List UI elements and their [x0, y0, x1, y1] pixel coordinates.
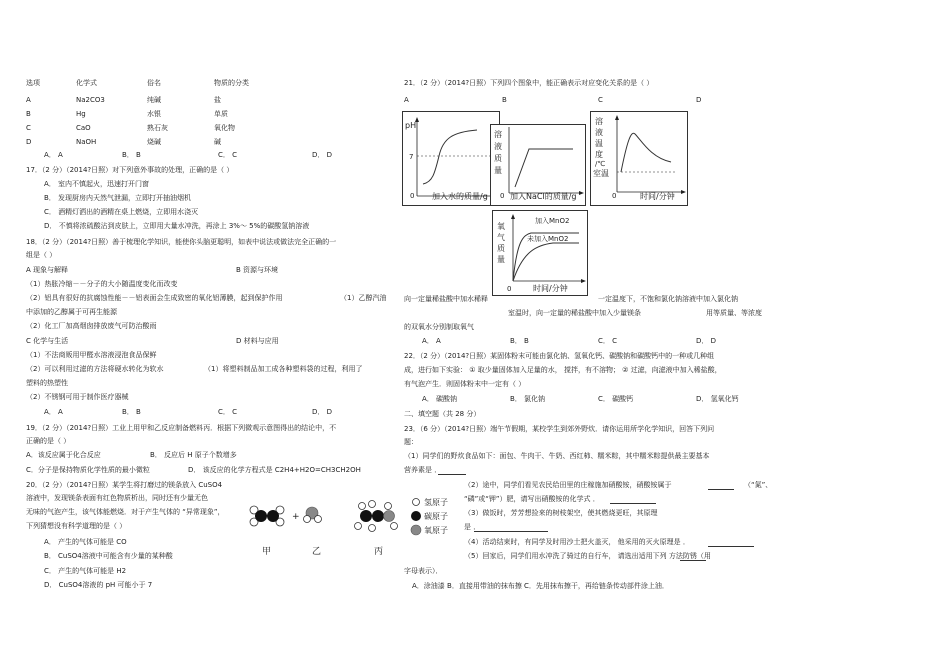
q21-label-b: B: [502, 96, 507, 104]
q23-line2: 题：: [404, 438, 418, 446]
table-row-c-class: 氧化物: [214, 124, 235, 132]
q18-option-b[interactable]: B． B: [122, 408, 141, 416]
q20-line1: 20．（2 分）（2014?日照）某学生将打磨过的镁条放入 CuSO4: [26, 481, 223, 489]
q18-c-heading: C 化学与生活: [26, 337, 69, 345]
label-jia: 甲: [262, 547, 272, 557]
q23-line9: （4）活动结束时，有同学及时用沙土把火盖灭， 他采用的灭火原理是 ．: [464, 538, 690, 546]
graph-c-ylabel-1: 溶: [595, 117, 603, 126]
table-row-b-name: 水银: [147, 110, 161, 118]
label-yi: 乙: [312, 547, 322, 557]
q20-option-d[interactable]: D． CuSO4溶液的 pH 可能小于 7: [44, 581, 153, 589]
graph-a-tick-7: 7: [409, 153, 414, 161]
graph-d-label-no-mno2: 未加入MnO2: [527, 235, 569, 243]
graph-b-curve: [515, 149, 573, 187]
q21-label-a: A: [404, 96, 409, 104]
graph-a-origin: 0: [410, 192, 415, 200]
q23-line7: （3）做饭时，芳芳想捡来的树枝架空，使其燃烧更旺，其原理: [464, 509, 658, 517]
section-heading: 二、填空题（共 28 分）: [404, 410, 481, 418]
q18-c1: （1）不法商贩用甲醛水溶液浸泡食品保鲜: [26, 351, 157, 359]
graph-a-curve: [423, 130, 477, 184]
q23-blank-1[interactable]: [438, 474, 466, 475]
graph-b-ylabel-3: 质: [494, 154, 502, 163]
q23-line5-part1: （2）途中，同学们看见农民给田里的庄稼施加硝酸铵，硝酸铵属于: [464, 481, 672, 489]
label-bing: 丙: [374, 547, 384, 557]
table-row-c-formula: CaO: [76, 124, 91, 132]
q18-b-heading: B 资源与环境: [236, 266, 279, 274]
graph-c-ylabel-4: 度: [595, 150, 603, 159]
q22-line3: 有气泡产生．则固体粉末中一定有（ ）: [404, 380, 526, 388]
q20-option-a[interactable]: A． 产生的气体可能是 CO: [44, 538, 127, 546]
graph-d-ylabel-2: 气: [497, 233, 505, 242]
graph-c-ylabel-2: 液: [595, 128, 603, 137]
q23-line6: “磷”或“钾”）肥，请写出硝酸铵的化学式 ．: [464, 495, 600, 503]
q23-blank-5[interactable]: [708, 546, 754, 547]
graph-d-xlabel: 时间/分钟: [533, 284, 568, 293]
q19-option-d[interactable]: D． 该反应的化学方程式是 C2H4+H2O=CH3CH2OH: [188, 466, 361, 474]
q18-option-a[interactable]: A． A: [44, 408, 63, 416]
molecule-legend: [411, 497, 448, 535]
q17-stem: 17．（2 分）（2014?日照）对下列意外事故的处理，正确的是（ ）: [26, 166, 234, 174]
graph-b-ylabel-1: 溶: [494, 130, 502, 139]
legend-carbon: 碳原子: [424, 512, 448, 521]
q23-line8: 是 ．: [464, 523, 481, 531]
q16-option-c[interactable]: C． C: [218, 151, 238, 159]
graph-c-xlabel: 时间/分钟: [640, 192, 675, 201]
graph-b-ylabel-2: 液: [494, 142, 502, 151]
q18-stem-line2: 组是（ ）: [26, 251, 57, 259]
q22-line2: 成，进行如下实验： ① 取少量固体加入足量的水， 搅拌，有不溶物； ② 过滤，向滤液中加入稀盐酸，: [404, 366, 722, 374]
graph-d-ylabel-1: 氧: [497, 222, 505, 231]
q23-line10: （5）回家后，同学们用水冲洗了骑过的自行车， 请选出适用下列 方法防锈（用: [464, 552, 711, 560]
q22-option-d[interactable]: D． 氢氧化钙: [696, 395, 739, 403]
q18-a2: （2）铝具有很好的抗腐蚀性能－－铝表面会生成致密的氧化铝薄膜，起到保护作用: [26, 294, 283, 302]
q17-option-d[interactable]: D． 不慎将浓硫酸沾到皮肤上，立即用大量水冲洗，再涂上 3%～ 5%的碳酸氢钠溶液: [44, 222, 310, 230]
table-row-d-formula: NaOH: [76, 138, 97, 146]
graph-b-ylabel-4: 量: [494, 166, 502, 175]
plus-sign: +: [292, 512, 300, 522]
q23-line11: 字母表示）．: [404, 567, 443, 575]
table-header-name: 俗名: [147, 79, 161, 87]
q21-label-c: C: [598, 96, 603, 104]
q22-option-a[interactable]: A． 碳酸钠: [422, 395, 458, 403]
q18-option-d[interactable]: D． D: [312, 408, 333, 416]
q21-desc-b: 一定温度下，不饱和氯化钠溶液中加入氯化钠: [598, 295, 738, 303]
q23-line5-part2: （“氮”、: [744, 481, 773, 489]
q17-option-b[interactable]: B． 发现厨房内天然气泄漏，立即打开抽油烟机: [44, 194, 192, 202]
table-row-a-class: 盐: [214, 96, 221, 104]
table-header-formula: 化学式: [76, 79, 97, 87]
q20-line2: 溶液中，发现镁条表面有红色物质析出，同时还有少量无色: [26, 494, 208, 502]
graph-c-ylabel-5: /℃: [595, 160, 606, 168]
q18-a1: （1）热胀冷缩－－分子的大小随温度变化而改变: [26, 280, 178, 288]
q18-a-heading: A 现象与解释: [26, 266, 69, 274]
q18-d-heading: D 材料与应用: [236, 337, 279, 345]
molecule-yi: [304, 507, 322, 523]
q21-desc-a: 向一定量稀盐酸中加水稀释: [404, 295, 488, 303]
q23-line12: A．涂油漆 B．直接用带油的抹布擦 C．先用抹布擦干，再给链条传动部件涂上油．: [412, 582, 669, 590]
q23-line3: （1）同学们的野炊食品如下：面包、牛肉干、牛奶、西红柿、糯米粽，其中糯米粽提供最主要基本: [404, 452, 710, 460]
molecule-jia: [250, 506, 284, 526]
table-row-b-option: B: [26, 110, 31, 118]
q19-option-a[interactable]: A．该反应属于化合反应: [26, 451, 101, 459]
q18-c2: （2）可以利用过滤的方法将硬水转化为软水: [26, 365, 164, 373]
table-row-b-class: 单质: [214, 110, 228, 118]
graph-d-ylabel-4: 量: [497, 255, 505, 264]
table-row-d-name: 烧碱: [147, 138, 161, 146]
q18-d1-part1: （1）将塑料制品加工成各种塑料袋的过程，利用了: [204, 365, 363, 373]
q21-desc-d-part1: 用等质量、等浓度: [706, 309, 762, 317]
q18-b1-part2: 中添加的乙醇属于可再生能源: [26, 308, 117, 316]
q21-desc-c: 室温时，向一定量的稀盐酸中加入少量镁条: [508, 309, 641, 317]
q16-option-b[interactable]: B． B: [122, 151, 141, 159]
q22-option-b[interactable]: B． 氯化钠: [510, 395, 546, 403]
q21-option-c[interactable]: C． C: [598, 337, 618, 345]
q19-stem-line1: 19．（2 分）（2014?日照）工业上用甲和乙反应制备燃料丙．根据下列微观示意图得出的结论中，不: [26, 424, 337, 432]
q18-b1-part1: （1）乙醇汽油: [340, 294, 387, 302]
q18-d1-part2: 塑料的热塑性: [26, 379, 68, 387]
molecule-bing: [355, 501, 398, 532]
q21-label-d: D: [696, 96, 702, 104]
q20-line4: 下列猜想没有科学道理的是（ ）: [26, 522, 127, 530]
table-row-a-name: 纯碱: [147, 96, 161, 104]
graph-d-ylabel-3: 质: [497, 244, 505, 253]
q21-option-b[interactable]: B． B: [510, 337, 529, 345]
q23-line4: 营养素是 ．: [404, 466, 442, 474]
graph-b-origin: 0: [500, 192, 505, 200]
table-row-d-option: D: [26, 138, 32, 146]
q23-blank-3[interactable]: [610, 503, 656, 504]
legend-hydrogen: 氢原子: [424, 498, 448, 507]
graph-c-room-temp: 室温: [593, 169, 609, 178]
q23-line1: 23．（6 分）（2014?日照）端午节假期，某校学生到郊外野炊．请你运用所学化学知识，回答下列问: [404, 425, 715, 433]
q23-blank-2[interactable]: [708, 489, 734, 490]
graph-b-xlabel: 加入NaCl的质量/g: [510, 192, 577, 201]
q20-line3: 无味的气泡产生，该气体能燃烧．对于产生气体的 “异常现象”，: [26, 508, 225, 516]
q19-option-b[interactable]: B． 反应后 H 原子个数增多: [150, 451, 237, 459]
q22-option-c[interactable]: C． 碳酸钙: [598, 395, 634, 403]
q20-option-b[interactable]: B． CuSO4溶液中可能含有少量的某种酸: [44, 552, 173, 560]
q17-option-c[interactable]: C． 酒精灯洒出的酒精在桌上燃烧，立即用水浇灭: [44, 208, 199, 216]
graph-a-xlabel: 加入水的质量/g: [432, 192, 488, 201]
q21-option-d[interactable]: D． D: [696, 337, 717, 345]
q21-desc-d-part2: 的双氧水分别制取氧气: [404, 323, 474, 331]
graph-d-origin: 0: [507, 285, 512, 293]
q18-d2: （2）不锈钢可用于制作医疗器械: [26, 393, 129, 401]
q21-stem: 21．（2 分）（2014?日照）下列四个图象中，能正确表示对应变化关系的是（ ）: [404, 79, 654, 87]
molecule-diagram: [248, 496, 466, 558]
table-row-d-class: 碱: [214, 138, 221, 146]
table-header-class: 物质的分类: [214, 79, 249, 87]
graph-d-curve-no-mno2: [513, 243, 579, 281]
q16-option-d[interactable]: D． D: [312, 151, 333, 159]
table-row-a-option: A: [26, 96, 31, 104]
table-row-b-formula: Hg: [76, 110, 86, 118]
q19-option-c[interactable]: C．分子是保持物质化学性质的最小微粒: [26, 466, 150, 474]
q18-option-c[interactable]: C． C: [218, 408, 238, 416]
graph-c-origin: 0: [612, 192, 617, 200]
q20-option-c[interactable]: C． 产生的气体可能是 H2: [44, 567, 127, 575]
q21-option-a[interactable]: A． A: [422, 337, 441, 345]
table-row-c-name: 熟石灰: [147, 124, 168, 132]
q18-b2: （2）化工厂加高烟囱排放废气可防治酸雨: [26, 322, 157, 330]
legend-oxygen: 氧原子: [424, 526, 448, 535]
q17-option-a[interactable]: A． 室内不慎起火，迅速打开门窗: [44, 180, 150, 188]
graph-c-curve: [621, 133, 671, 172]
graph-d: [492, 210, 588, 296]
q18-stem-line1: 18．（2 分）（2014?日照）善于梳理化学知识，能使你头脑更聪明，如表中说法或做法完全正确的一: [26, 238, 337, 246]
q19-stem-line2: 正确的是（ ）: [26, 437, 71, 445]
graph-c-ylabel-3: 温: [595, 139, 603, 148]
table-row-a-formula: Na2CO3: [76, 96, 105, 104]
table-header-option: 选项: [26, 79, 40, 87]
graph-a-ylabel: pH: [405, 121, 417, 130]
table-row-c-option: C: [26, 124, 31, 132]
q23-blank-6[interactable]: [680, 560, 706, 561]
graph-d-label-mno2: 加入MnO2: [535, 217, 570, 225]
q16-option-a[interactable]: A． A: [44, 151, 63, 159]
q22-line1: 22．（2 分）（2014?日照）某固体粉末可能由氯化钠、氢氧化钙、碳酸钠和碳酸钙中的一种或几种组: [404, 352, 715, 360]
q23-blank-4[interactable]: [474, 531, 548, 532]
